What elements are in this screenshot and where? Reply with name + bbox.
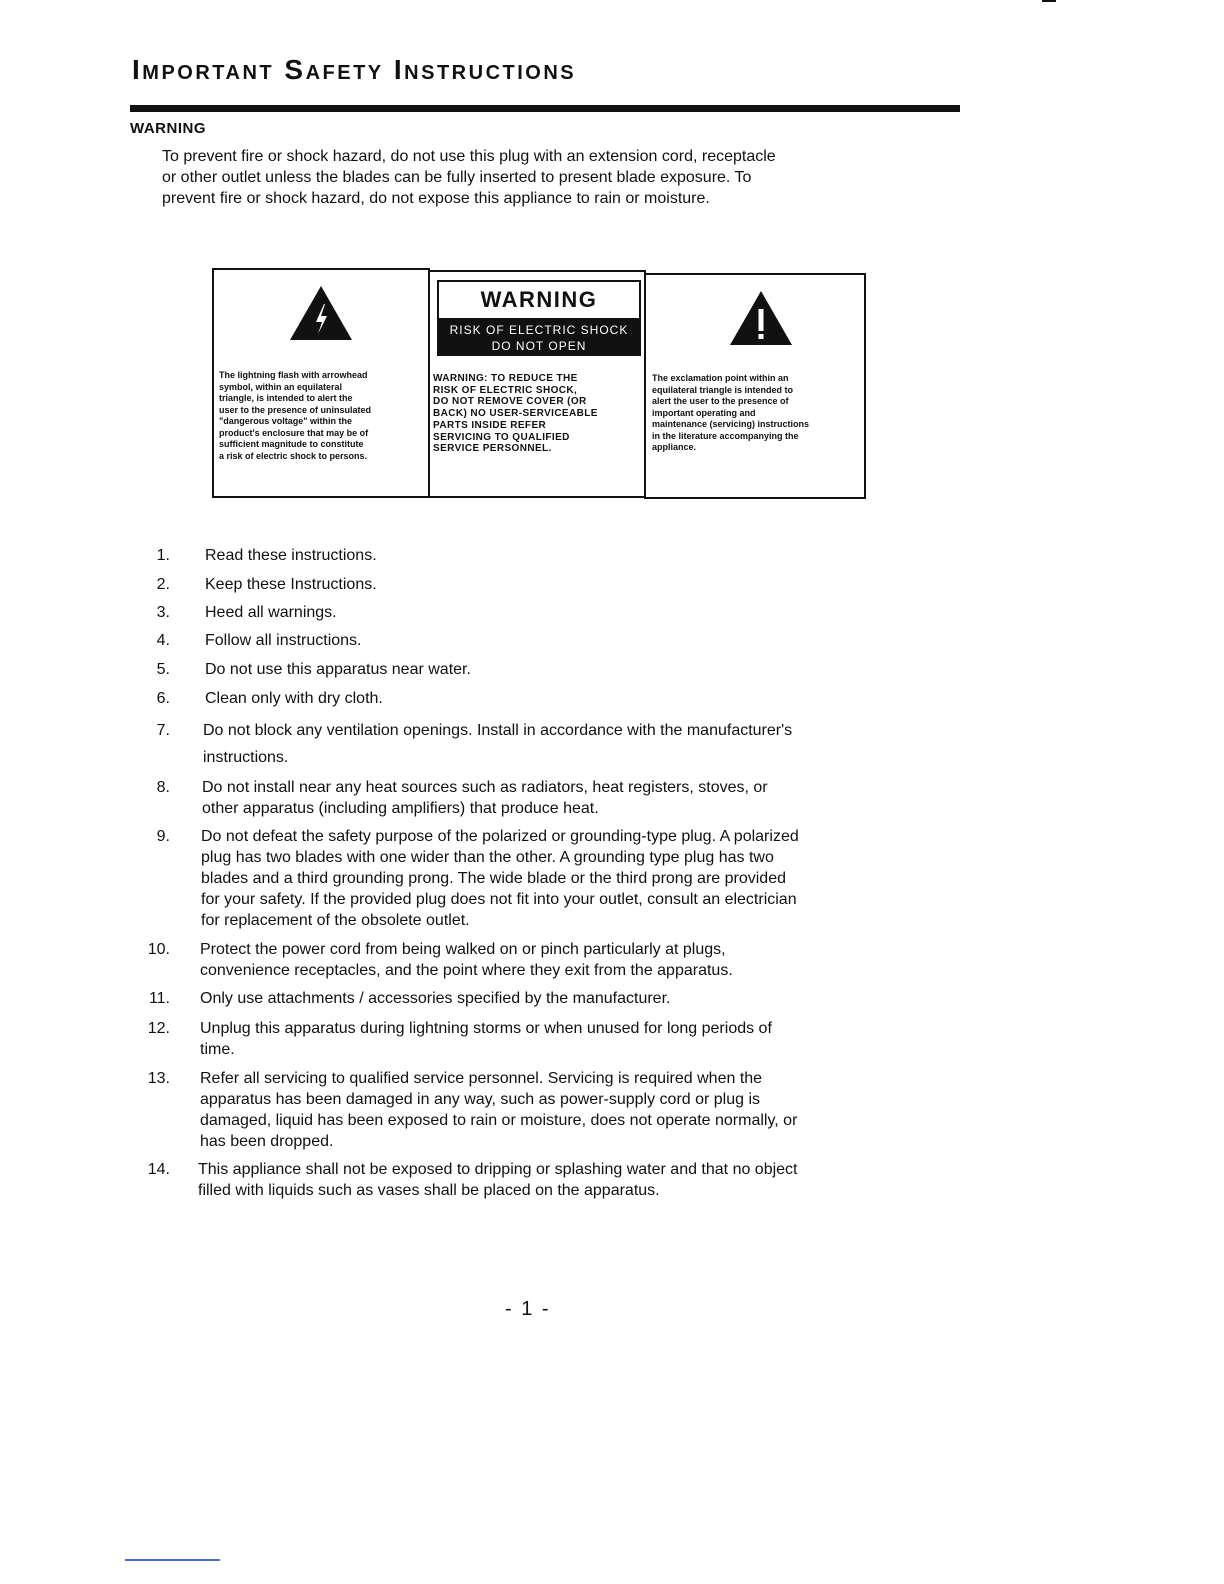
exclamation-symbol-panel — [644, 273, 866, 499]
panel-line: SERVICING TO QUALIFIED — [433, 431, 570, 443]
footer-line — [125, 1559, 220, 1561]
item-line: for your safety. If the provided plug does not fit into your outlet, consult an electrician — [201, 891, 797, 908]
item-number: 9. — [156, 828, 170, 845]
item-line: damaged, liquid has been exposed to rain or moisture, does not operate normally, or — [200, 1112, 798, 1129]
item-number: 13. — [147, 1070, 170, 1087]
panel-line: maintenance (servicing) instructions — [652, 419, 810, 429]
band-line: DO NOT OPEN — [491, 339, 587, 353]
panel-line: symbol, within an equilateral — [219, 381, 343, 392]
item-number: 2. — [156, 576, 170, 593]
exclamation-explanation — [652, 373, 862, 454]
item-number: 8. — [156, 779, 170, 796]
item-line: Refer all servicing to qualified service personnel. Servicing is required when the — [200, 1070, 763, 1087]
panel-line: DO NOT REMOVE COVER (OR — [433, 396, 587, 408]
item-line: Do not defeat the safety purpose of the polarized or grounding-type plug. A polarized — [201, 828, 799, 845]
panel-line: user to the presence of uninsulated — [219, 404, 372, 415]
lightning-explanation — [219, 370, 425, 462]
warning-paragraph — [162, 146, 922, 209]
item-line: for replacement of the obsolete outlet. — [201, 912, 470, 929]
panel-line: in the literature accompanying the — [652, 430, 799, 441]
item-line: other apparatus (including amplifiers) that produce heat. — [202, 800, 599, 817]
panel-line: PARTS INSIDE REFER — [433, 419, 547, 431]
warning-label — [437, 280, 641, 356]
panel-line: a risk of electric shock to persons. — [219, 450, 368, 461]
panel-line: sufficient magnitude to constitute — [219, 439, 364, 449]
panel-line: WARNING: TO REDUCE THE — [433, 373, 578, 384]
item-number: 4. — [156, 632, 170, 649]
title-rule — [130, 105, 960, 112]
warning-line: prevent fire or shock hazard, do not expose this appliance to rain or moisture. — [162, 190, 710, 207]
panel-line: appliance. — [652, 442, 697, 452]
item-line: instructions. — [203, 749, 289, 766]
panel-line: important operating and — [652, 407, 756, 418]
item-line: plug has two blades with one wider than the other. A grounding type plug has two — [201, 849, 774, 866]
panel-line: alert the user to the presence of — [652, 396, 789, 406]
item-line: Keep these Instructions. — [205, 576, 377, 593]
item-line: Follow all instructions. — [205, 632, 362, 649]
warning-label-title: WARNING — [480, 287, 598, 312]
item-line: convenience receptacles, and the point where they exit from the apparatus. — [200, 962, 733, 979]
item-number: 12. — [147, 1020, 170, 1037]
item-line: This appliance shall not be exposed to dripping or splashing water and that no object — [198, 1161, 798, 1178]
item-number: 6. — [156, 690, 170, 707]
item-line: Do not use this apparatus near water. — [205, 661, 471, 678]
panel-line: product's enclosure that may be of — [219, 427, 369, 438]
item-number: 11. — [148, 990, 170, 1007]
item-number: 5. — [156, 661, 170, 678]
panel-line: The lightning flash with arrowhead — [219, 370, 368, 380]
panel-line: RISK OF ELECTRIC SHOCK, — [433, 384, 578, 396]
panel-line: equilateral triangle is intended to — [652, 384, 794, 395]
page-title: Important Safety Instructions — [132, 54, 577, 85]
item-number: 14. — [147, 1161, 170, 1178]
panel-line: SERVICE PERSONNEL. — [433, 443, 552, 455]
panel-line: The exclamation point within an — [652, 373, 789, 383]
item-line: filled with liquids such as vases shall be placed on the apparatus. — [198, 1182, 660, 1199]
item-line: has been dropped. — [200, 1133, 334, 1150]
panel-line: BACK) NO USER-SERVICEABLE — [433, 408, 598, 420]
item-line: blades and a third grounding prong. The wide blade or the third prong are provided — [201, 870, 786, 887]
lightning-triangle-icon — [288, 284, 354, 347]
warning-label-text — [433, 373, 645, 455]
item-line: apparatus has been damaged in any way, such as power-supply cord or plug is — [200, 1091, 761, 1108]
item-line: Heed all warnings. — [205, 604, 337, 621]
warning-label-band — [439, 318, 639, 356]
lightning-symbol-panel — [212, 268, 430, 498]
item-line: Protect the power cord from being walked on or pinch particularly at plugs, — [200, 941, 726, 958]
panel-line: triangle, is intended to alert the — [219, 393, 353, 403]
warning-line: To prevent fire or shock hazard, do not use this plug with an extension cord, receptacle — [162, 148, 776, 165]
panel-line: "dangerous voltage" within the — [219, 416, 353, 426]
item-line: time. — [200, 1041, 235, 1058]
item-number: 10. — [147, 941, 170, 958]
item-line: Do not block any ventilation openings. Install in accordance with the manufacturer's — [203, 722, 793, 739]
corner-mark — [1042, 0, 1056, 2]
exclamation-triangle-icon — [728, 289, 794, 352]
item-number: 7. — [156, 722, 170, 739]
item-line: Read these instructions. — [205, 547, 377, 564]
item-line: Unplug this apparatus during lightning storms or when unused for long periods of — [200, 1020, 772, 1037]
item-line: Do not install near any heat sources such as radiators, heat registers, stoves, or — [202, 779, 768, 796]
warning-label-panel — [428, 270, 646, 498]
warning-line: or other outlet unless the blades can be fully inserted to present blade exposure. To — [162, 169, 752, 186]
page-number: - 1 - — [505, 1298, 551, 1320]
item-number: 3. — [156, 604, 170, 621]
item-line: Clean only with dry cloth. — [205, 690, 383, 707]
item-number: 1. — [156, 547, 170, 564]
band-line: RISK OF ELECTRIC SHOCK — [449, 323, 629, 337]
item-line: Only use attachments / accessories specified by the manufacturer. — [200, 990, 671, 1007]
warning-heading: WARNING — [130, 120, 206, 137]
